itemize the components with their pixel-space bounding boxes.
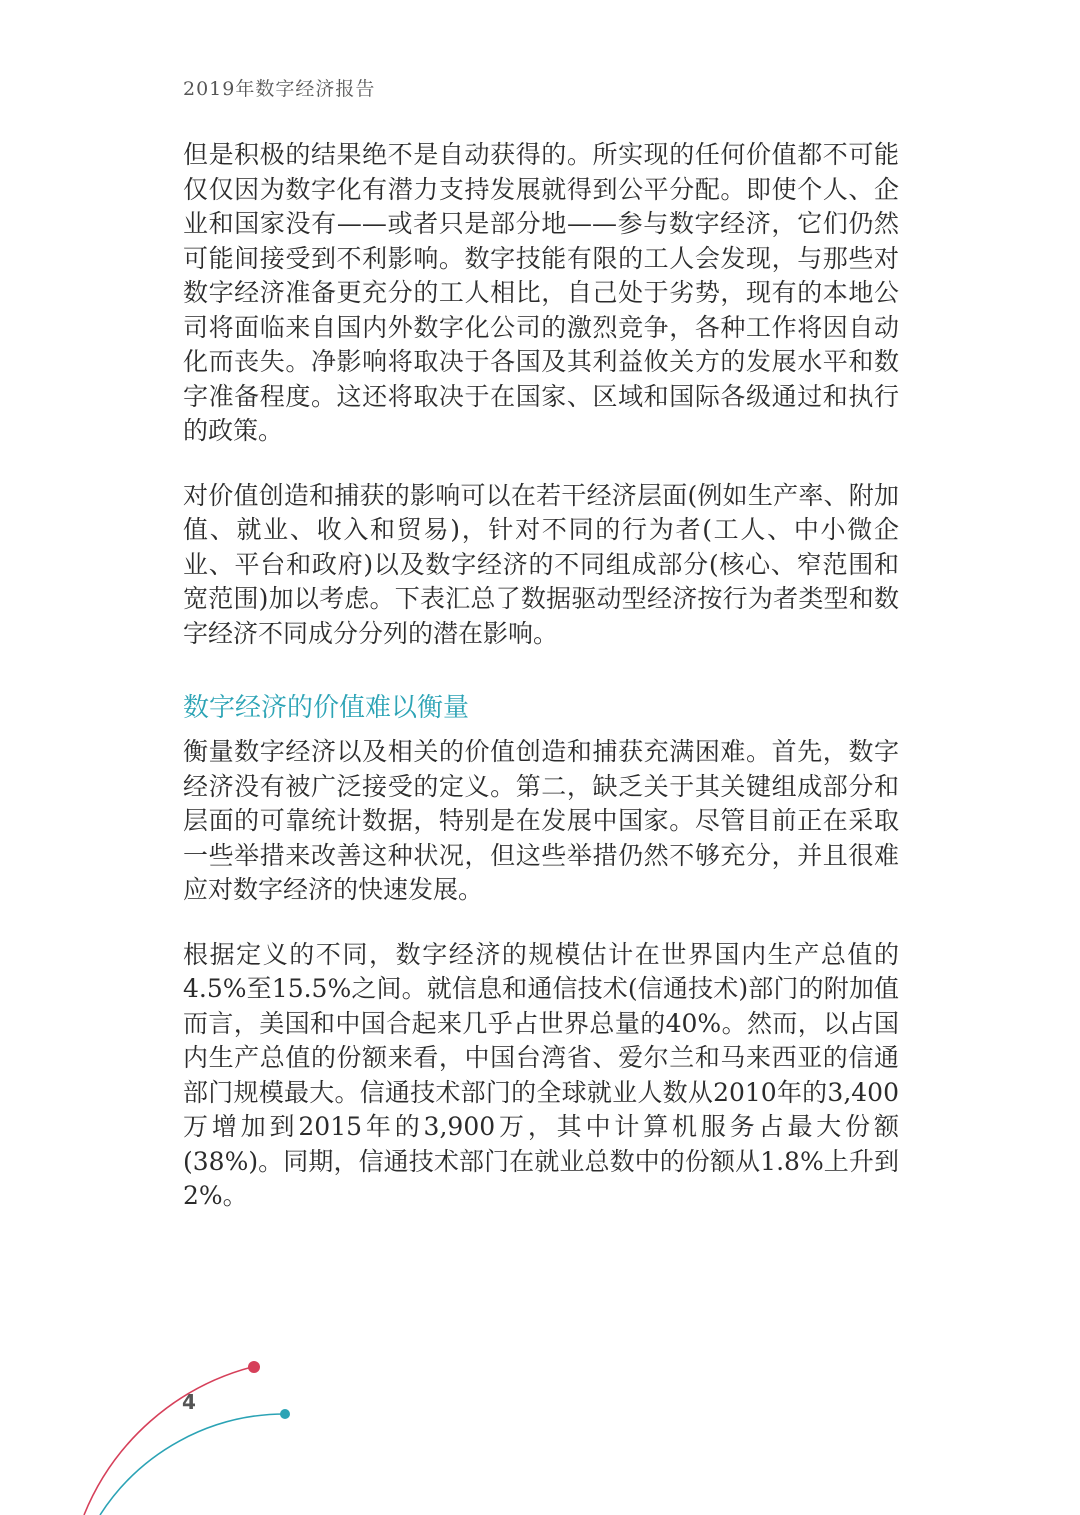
main-content xyxy=(183,138,899,1214)
red-arc xyxy=(84,1367,252,1515)
teal-arc xyxy=(100,1414,285,1515)
body-paragraph-1: 但是积极的结果绝不是自动获得的。所实现的任何价值都不可能仅仅因为数字化有潜力支持发展就得到公平分配。即使个人、企业和国家没有——或者只是部分地——参与数字经济，它们仍然可能间接受到不利影响。数字技能有限的工人会发现，与那些对数字经济准备更充分的工人相比，自己处于劣势，现有的本地公司将面临来自国内外数字化公司的激烈竞争，各种工作将因自动化而丧失。净影响将取决于各国及其利益攸关方的发展水平和数字准备程度。这还将取决于在国家、区域和国际各级通过和执行的政策。 xyxy=(183,140,899,445)
teal-dot xyxy=(280,1409,290,1419)
decorative-arcs xyxy=(0,1330,320,1515)
red-dot xyxy=(248,1361,260,1373)
running-header: 2019年数字经济报告 xyxy=(183,78,376,100)
body-paragraph-3: 衡量数字经济以及相关的价值创造和捕获充满困难。首先，数字经济没有被广泛接受的定义。第二，缺乏关于其关键组成部分和层面的可靠统计数据，特别是在发展中国家。尽管目前正在采取一些举措来改善这种状况，但这些举措仍然不够充分，并且很难应对数字经济的快速发展。 xyxy=(183,737,899,904)
section-heading: 数字经济的价值难以衡量 xyxy=(183,693,470,723)
body-paragraph-4: 根据定义的不同，数字经济的规模估计在世界国内生产总值的4.5%至15.5%之间。就信息和通信技术(信通技术)部门的附加值而言，美国和中国合起来几乎占世界总量的40%。然而，以占国内生产总值的份额来看，中国台湾省、爱尔兰和马来西亚的信通部门规模最大。信通技术部门的全球就业人数从2010年的3,400万增加到2015年的3,900万，其中计算机服务占最大份额(38%)。同期，信通技术部门在就业总数中的份额从1.8%上升到2%。 xyxy=(183,939,899,1210)
page-number: 4 xyxy=(182,1390,196,1414)
body-paragraph-2: 对价值创造和捕获的影响可以在若干经济层面(例如生产率、附加值、就业、收入和贸易)，针对不同的行为者(工人、中小微企业、平台和政府)以及数字经济的不同组成部分(核心、窄范围和宽范围)加以考虑。下表汇总了数据驱动型经济按行为者类型和数字经济不同成分分列的潜在影响。 xyxy=(183,480,899,648)
